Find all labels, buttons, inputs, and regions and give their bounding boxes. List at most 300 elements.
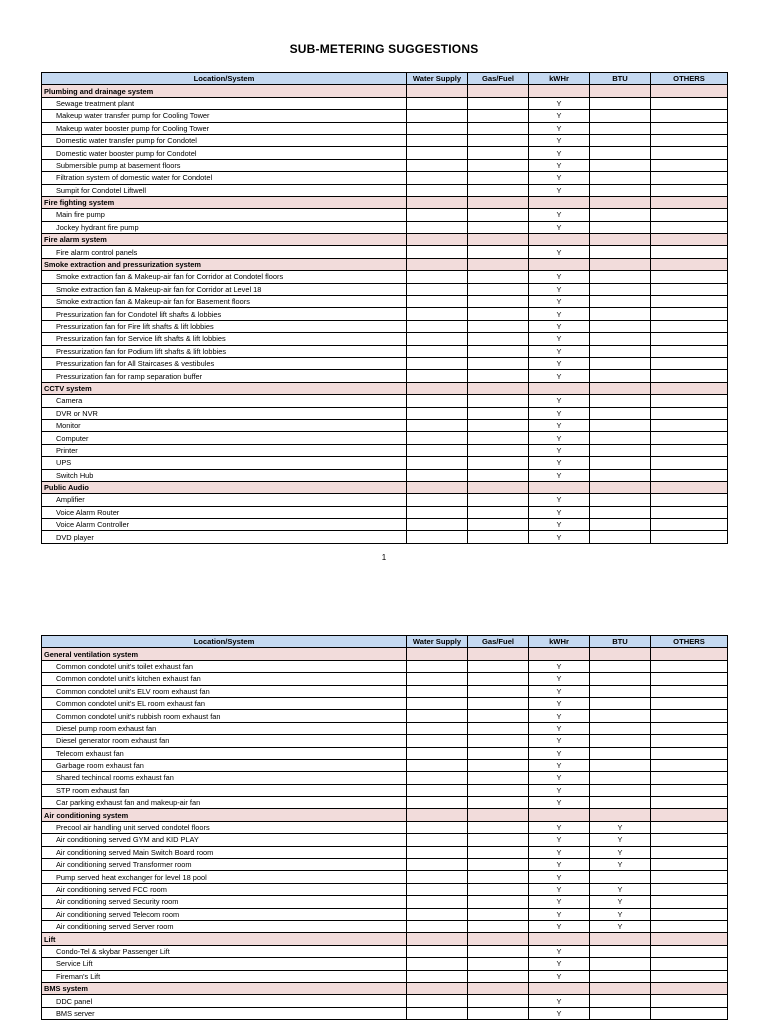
kwhr-cell: Y (529, 370, 590, 382)
kwhr-cell (529, 234, 590, 246)
table-row (42, 97, 728, 109)
location-cell: Sumpit for Condotel Liftwell (42, 184, 407, 196)
table-row (42, 834, 728, 846)
water-supply-cell (407, 834, 468, 846)
others-cell (651, 432, 728, 444)
gas-fuel-cell (468, 648, 529, 660)
btu-cell (590, 995, 651, 1007)
btu-cell (590, 506, 651, 518)
table-row (42, 797, 728, 809)
table-row (42, 871, 728, 883)
location-cell: Precool air handling unit served condotel floors (42, 821, 407, 833)
btu-cell (590, 333, 651, 345)
others-cell (651, 896, 728, 908)
others-cell (651, 685, 728, 697)
kwhr-cell (529, 481, 590, 493)
gas-fuel-cell (468, 710, 529, 722)
group-row (42, 933, 728, 945)
gas-fuel-cell (468, 531, 529, 543)
others-cell (651, 407, 728, 419)
location-cell: Telecom exhaust fan (42, 747, 407, 759)
water-supply-cell (407, 457, 468, 469)
table-row (42, 506, 728, 518)
btu-cell (590, 122, 651, 134)
gas-fuel-cell (468, 85, 529, 97)
location-cell: Smoke extraction fan & Makeup-air fan for Basement floors (42, 296, 407, 308)
kwhr-cell: Y (529, 444, 590, 456)
kwhr-cell: Y (529, 221, 590, 233)
others-cell (651, 673, 728, 685)
water-supply-cell (407, 320, 468, 332)
water-supply-cell (407, 494, 468, 506)
location-cell: Air conditioning served FCC room (42, 883, 407, 895)
btu-cell (590, 759, 651, 771)
location-cell: Shared techincal rooms exhaust fan (42, 772, 407, 784)
col-header-water-supply: Water Supply (407, 73, 468, 85)
water-supply-cell (407, 982, 468, 994)
kwhr-cell: Y (529, 772, 590, 784)
gas-fuel-cell (468, 784, 529, 796)
gas-fuel-cell (468, 196, 529, 208)
location-cell: Filtration system of domestic water for Condotel (42, 172, 407, 184)
water-supply-cell (407, 221, 468, 233)
others-cell (651, 945, 728, 957)
water-supply-cell (407, 395, 468, 407)
btu-cell (590, 481, 651, 493)
table-row (42, 407, 728, 419)
gas-fuel-cell (468, 970, 529, 982)
kwhr-cell (529, 648, 590, 660)
table-row (42, 896, 728, 908)
location-cell: Pressurization fan for ramp separation buffer (42, 370, 407, 382)
table-row (42, 784, 728, 796)
gas-fuel-cell (468, 419, 529, 431)
kwhr-cell: Y (529, 308, 590, 320)
others-cell (651, 710, 728, 722)
location-cell: Pressurization fan for Condotel lift shafts & lobbies (42, 308, 407, 320)
gas-fuel-cell (468, 122, 529, 134)
location-cell: Domestic water transfer pump for Condotel (42, 134, 407, 146)
btu-cell (590, 196, 651, 208)
table-header-row (42, 636, 728, 648)
location-cell: Air conditioning served Server room (42, 920, 407, 932)
others-cell (651, 809, 728, 821)
group-row (42, 382, 728, 394)
kwhr-cell: Y (529, 846, 590, 858)
others-cell (651, 784, 728, 796)
gas-fuel-cell (468, 958, 529, 970)
btu-cell (590, 673, 651, 685)
kwhr-cell: Y (529, 834, 590, 846)
others-cell (651, 308, 728, 320)
kwhr-cell: Y (529, 159, 590, 171)
others-cell (651, 531, 728, 543)
table-row (42, 469, 728, 481)
water-supply-cell (407, 234, 468, 246)
others-cell (651, 370, 728, 382)
kwhr-cell: Y (529, 469, 590, 481)
others-cell (651, 519, 728, 531)
table-row (42, 370, 728, 382)
water-supply-cell (407, 246, 468, 258)
kwhr-cell: Y (529, 883, 590, 895)
btu-cell (590, 234, 651, 246)
table-row (42, 883, 728, 895)
others-cell (651, 444, 728, 456)
table-row (42, 846, 728, 858)
btu-cell (590, 970, 651, 982)
gas-fuel-cell (468, 209, 529, 221)
others-cell (651, 172, 728, 184)
location-cell: Common condotel unit's rubbish room exhaust fan (42, 710, 407, 722)
kwhr-cell: Y (529, 209, 590, 221)
location-cell: Smoke extraction fan & Makeup-air fan for Corridor at Level 18 (42, 283, 407, 295)
btu-cell (590, 283, 651, 295)
gas-fuel-cell (468, 184, 529, 196)
table-row (42, 722, 728, 734)
col-header-location: Location/System (42, 636, 407, 648)
location-cell: Monitor (42, 419, 407, 431)
others-cell (651, 258, 728, 270)
table-row (42, 333, 728, 345)
table-row (42, 710, 728, 722)
col-header-water-supply: Water Supply (407, 636, 468, 648)
location-cell: Smoke extraction fan & Makeup-air fan for Corridor at Condotel floors (42, 271, 407, 283)
others-cell (651, 982, 728, 994)
btu-cell (590, 735, 651, 747)
btu-cell (590, 648, 651, 660)
others-cell (651, 506, 728, 518)
table-row (42, 320, 728, 332)
water-supply-cell (407, 883, 468, 895)
others-cell (651, 660, 728, 672)
kwhr-cell: Y (529, 283, 590, 295)
water-supply-cell (407, 308, 468, 320)
table-row (42, 419, 728, 431)
btu-cell (590, 296, 651, 308)
group-row (42, 809, 728, 821)
location-cell: Air conditioning served Telecom room (42, 908, 407, 920)
btu-cell (590, 97, 651, 109)
btu-cell (590, 469, 651, 481)
water-supply-cell (407, 444, 468, 456)
table-row (42, 283, 728, 295)
kwhr-cell: Y (529, 531, 590, 543)
others-cell (651, 209, 728, 221)
table-row (42, 958, 728, 970)
others-cell (651, 283, 728, 295)
location-cell: Fire fighting system (42, 196, 407, 208)
btu-cell (590, 982, 651, 994)
others-cell (651, 184, 728, 196)
water-supply-cell (407, 735, 468, 747)
gas-fuel-cell (468, 933, 529, 945)
col-header-kwhr: kWHr (529, 73, 590, 85)
others-cell (651, 246, 728, 258)
btu-cell (590, 697, 651, 709)
location-cell: Air conditioning system (42, 809, 407, 821)
gas-fuel-cell (468, 481, 529, 493)
gas-fuel-cell (468, 722, 529, 734)
location-cell: Air conditioning served Security room (42, 896, 407, 908)
gas-fuel-cell (468, 982, 529, 994)
btu-cell (590, 271, 651, 283)
kwhr-cell: Y (529, 722, 590, 734)
gas-fuel-cell (468, 809, 529, 821)
water-supply-cell (407, 722, 468, 734)
others-cell (651, 196, 728, 208)
table-row (42, 970, 728, 982)
location-cell: Diesel generator room exhaust fan (42, 735, 407, 747)
table-row (42, 995, 728, 1007)
location-cell: STP room exhaust fan (42, 784, 407, 796)
water-supply-cell (407, 419, 468, 431)
table-row (42, 172, 728, 184)
btu-cell (590, 407, 651, 419)
btu-cell: Y (590, 883, 651, 895)
water-supply-cell (407, 283, 468, 295)
water-supply-cell (407, 871, 468, 883)
location-cell: Submersible pump at basement floors (42, 159, 407, 171)
table-row (42, 122, 728, 134)
table-row (42, 357, 728, 369)
kwhr-cell: Y (529, 871, 590, 883)
location-cell: Common condotel unit's EL room exhaust fan (42, 697, 407, 709)
water-supply-cell (407, 1007, 468, 1019)
btu-cell (590, 85, 651, 97)
others-cell (651, 908, 728, 920)
location-cell: Fireman's Lift (42, 970, 407, 982)
table-row (42, 821, 728, 833)
gas-fuel-cell (468, 759, 529, 771)
others-cell (651, 772, 728, 784)
location-cell: Makeup water booster pump for Cooling Tower (42, 122, 407, 134)
water-supply-cell (407, 772, 468, 784)
others-cell (651, 122, 728, 134)
water-supply-cell (407, 970, 468, 982)
location-cell: Computer (42, 432, 407, 444)
others-cell (651, 85, 728, 97)
group-row (42, 258, 728, 270)
water-supply-cell (407, 821, 468, 833)
gas-fuel-cell (468, 660, 529, 672)
gas-fuel-cell (468, 357, 529, 369)
kwhr-cell: Y (529, 494, 590, 506)
location-cell: Amplifier (42, 494, 407, 506)
others-cell (651, 648, 728, 660)
btu-cell (590, 184, 651, 196)
location-cell: CCTV system (42, 382, 407, 394)
gas-fuel-cell (468, 395, 529, 407)
gas-fuel-cell (468, 271, 529, 283)
table-row (42, 531, 728, 543)
water-supply-cell (407, 933, 468, 945)
others-cell (651, 345, 728, 357)
gas-fuel-cell (468, 283, 529, 295)
kwhr-cell: Y (529, 821, 590, 833)
others-cell (651, 747, 728, 759)
btu-cell (590, 258, 651, 270)
location-cell: Public Audio (42, 481, 407, 493)
location-cell: BMS server (42, 1007, 407, 1019)
group-row (42, 85, 728, 97)
others-cell (651, 494, 728, 506)
btu-cell (590, 660, 651, 672)
others-cell (651, 697, 728, 709)
water-supply-cell (407, 648, 468, 660)
location-cell: DVD player (42, 531, 407, 543)
others-cell (651, 469, 728, 481)
table-row (42, 747, 728, 759)
water-supply-cell (407, 697, 468, 709)
location-cell: Car parking exhaust fan and makeup-air fan (42, 797, 407, 809)
kwhr-cell: Y (529, 759, 590, 771)
kwhr-cell (529, 982, 590, 994)
water-supply-cell (407, 685, 468, 697)
kwhr-cell: Y (529, 320, 590, 332)
gas-fuel-cell (468, 296, 529, 308)
table-row (42, 519, 728, 531)
gas-fuel-cell (468, 859, 529, 871)
kwhr-cell (529, 85, 590, 97)
kwhr-cell (529, 382, 590, 394)
kwhr-cell: Y (529, 457, 590, 469)
gas-fuel-cell (468, 147, 529, 159)
kwhr-cell: Y (529, 1007, 590, 1019)
kwhr-cell: Y (529, 506, 590, 518)
gas-fuel-cell (468, 797, 529, 809)
kwhr-cell (529, 933, 590, 945)
location-cell: Air conditioning served Transformer room (42, 859, 407, 871)
col-header-gas-fuel: Gas/Fuel (468, 73, 529, 85)
others-cell (651, 797, 728, 809)
others-cell (651, 357, 728, 369)
btu-cell (590, 320, 651, 332)
btu-cell: Y (590, 821, 651, 833)
gas-fuel-cell (468, 883, 529, 895)
kwhr-cell (529, 258, 590, 270)
gas-fuel-cell (468, 735, 529, 747)
gas-fuel-cell (468, 469, 529, 481)
btu-cell (590, 246, 651, 258)
kwhr-cell: Y (529, 357, 590, 369)
others-cell (651, 995, 728, 1007)
kwhr-cell: Y (529, 747, 590, 759)
gas-fuel-cell (468, 110, 529, 122)
gas-fuel-cell (468, 432, 529, 444)
table-header-row (42, 73, 728, 85)
kwhr-cell: Y (529, 958, 590, 970)
btu-cell: Y (590, 859, 651, 871)
others-cell (651, 722, 728, 734)
gas-fuel-cell (468, 747, 529, 759)
table-row (42, 159, 728, 171)
table-row (42, 908, 728, 920)
kwhr-cell: Y (529, 685, 590, 697)
location-cell: Makeup water transfer pump for Cooling Tower (42, 110, 407, 122)
kwhr-cell: Y (529, 147, 590, 159)
location-cell: UPS (42, 457, 407, 469)
btu-cell: Y (590, 908, 651, 920)
table-row (42, 432, 728, 444)
kwhr-cell: Y (529, 519, 590, 531)
others-cell (651, 97, 728, 109)
btu-cell (590, 308, 651, 320)
group-row (42, 234, 728, 246)
gas-fuel-cell (468, 97, 529, 109)
btu-cell (590, 945, 651, 957)
water-supply-cell (407, 784, 468, 796)
others-cell (651, 221, 728, 233)
table-row (42, 685, 728, 697)
btu-cell (590, 722, 651, 734)
page-number: 1 (381, 553, 387, 562)
gas-fuel-cell (468, 772, 529, 784)
water-supply-cell (407, 184, 468, 196)
table-row (42, 1007, 728, 1019)
others-cell (651, 970, 728, 982)
others-cell (651, 1007, 728, 1019)
gas-fuel-cell (468, 995, 529, 1007)
water-supply-cell (407, 357, 468, 369)
table-row (42, 147, 728, 159)
table-row (42, 945, 728, 957)
kwhr-cell: Y (529, 395, 590, 407)
others-cell (651, 159, 728, 171)
kwhr-cell: Y (529, 784, 590, 796)
location-cell: Fire alarm system (42, 234, 407, 246)
btu-cell (590, 871, 651, 883)
others-cell (651, 110, 728, 122)
btu-cell (590, 685, 651, 697)
water-supply-cell (407, 85, 468, 97)
others-cell (651, 320, 728, 332)
gas-fuel-cell (468, 494, 529, 506)
water-supply-cell (407, 209, 468, 221)
kwhr-cell: Y (529, 419, 590, 431)
water-supply-cell (407, 296, 468, 308)
gas-fuel-cell (468, 920, 529, 932)
others-cell (651, 234, 728, 246)
others-cell (651, 419, 728, 431)
table-row (42, 859, 728, 871)
group-row (42, 982, 728, 994)
location-cell: Plumbing and drainage system (42, 85, 407, 97)
others-cell (651, 933, 728, 945)
btu-cell (590, 172, 651, 184)
table-row (42, 110, 728, 122)
gas-fuel-cell (468, 697, 529, 709)
btu-cell (590, 419, 651, 431)
col-header-kwhr: kWHr (529, 636, 590, 648)
gas-fuel-cell (468, 172, 529, 184)
gas-fuel-cell (468, 945, 529, 957)
others-cell (651, 883, 728, 895)
water-supply-cell (407, 920, 468, 932)
table-row (42, 246, 728, 258)
location-cell: DDC panel (42, 995, 407, 1007)
gas-fuel-cell (468, 221, 529, 233)
location-cell: Common condotel unit's toilet exhaust fan (42, 660, 407, 672)
location-cell: Voice Alarm Router (42, 506, 407, 518)
btu-cell (590, 221, 651, 233)
gas-fuel-cell (468, 258, 529, 270)
location-cell: Air conditioning served GYM and KID PLAY (42, 834, 407, 846)
others-cell (651, 147, 728, 159)
gas-fuel-cell (468, 685, 529, 697)
gas-fuel-cell (468, 134, 529, 146)
btu-cell (590, 747, 651, 759)
